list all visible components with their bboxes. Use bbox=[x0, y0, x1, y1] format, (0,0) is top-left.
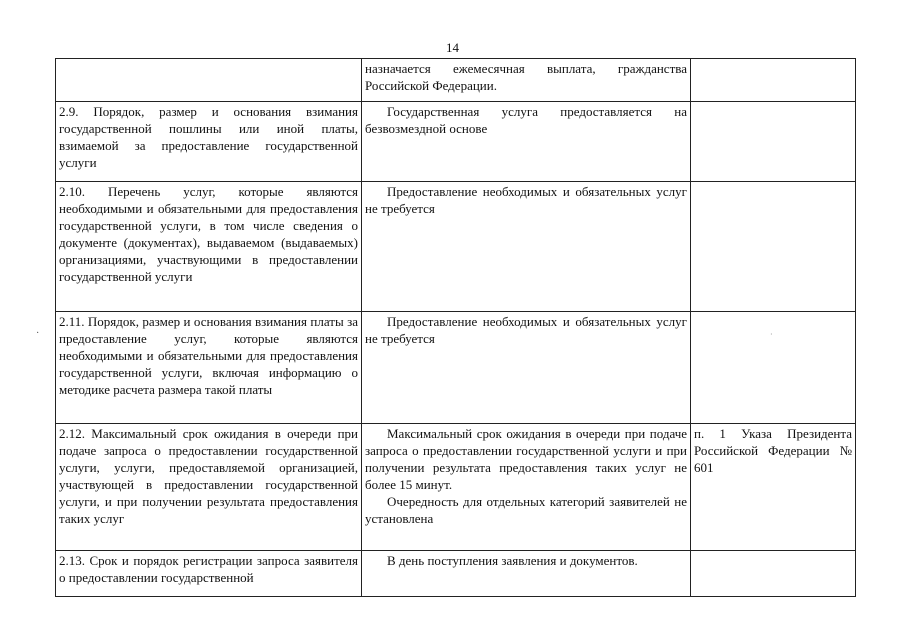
table-row bbox=[56, 59, 856, 102]
row-basis-cell: п. 1 Указа Президента Российской Федерации № 601 bbox=[691, 424, 856, 551]
regulation-table bbox=[55, 58, 856, 597]
scan-artifact-dot: · bbox=[770, 330, 773, 339]
row-name-cell: 2.9. Порядок, размер и основания взимания государственной пошлины или иной платы, взимаемой за предоставление государственной услуги bbox=[56, 102, 362, 182]
table-row bbox=[56, 424, 856, 551]
row-basis-cell bbox=[691, 59, 856, 102]
row-basis-cell bbox=[691, 551, 856, 597]
row-content-cell: В день поступления заявления и документов. bbox=[362, 551, 691, 597]
table-row bbox=[56, 102, 856, 182]
scan-artifact-dot: · bbox=[36, 328, 40, 339]
row-basis-cell bbox=[691, 312, 856, 424]
row-name-cell: 2.12. Максимальный срок ожидания в очереди при подаче запроса о предоставлении государственной услуги, услуги, предоставляемой организацией, участвующей в предоставлении государственной услуги, и при получении результата предоставления таких услуг bbox=[56, 424, 362, 551]
table-row bbox=[56, 551, 856, 597]
table-row bbox=[56, 312, 856, 424]
row-content-cell: Государственная услуга предоставляется на безвозмездной основе bbox=[362, 102, 691, 182]
row-name-cell: 2.13. Срок и порядок регистрации запроса заявителя о предоставлении государственной bbox=[56, 551, 362, 597]
row-name-cell: 2.10. Перечень услуг, которые являются необходимыми и обязательными для предоставления государственной услуги, в том числе сведения о документе (документах), выдаваемом (выдаваемых) организациями, участвующими в предоставлении государственной услуги bbox=[56, 182, 362, 312]
page-number: 14 bbox=[446, 40, 459, 55]
row-content-cell: назначается ежемесячная выплата, гражданства Российской Федерации. bbox=[362, 59, 691, 102]
row-content-cell: Предоставление необходимых и обязательных услуг не требуется bbox=[362, 312, 691, 424]
row-name-cell bbox=[56, 59, 362, 102]
row-content-cell: Предоставление необходимых и обязательных услуг не требуется bbox=[362, 182, 691, 312]
row-name-cell: 2.11. Порядок, размер и основания взимания платы за предоставление услуг, которые являются необходимыми и обязательными для предоставления государственной услуги, включая информацию о методике расчета размера такой платы bbox=[56, 312, 362, 424]
row-basis-cell bbox=[691, 102, 856, 182]
row-basis-cell bbox=[691, 182, 856, 312]
table-row bbox=[56, 182, 856, 312]
row-content-cell: Максимальный срок ожидания в очереди при подаче запроса о предоставлении государственной услуги и при получении результата предоставления таких услуг не более 15 минут. Очередность для отдельных категорий заявителей не установлена bbox=[362, 424, 691, 551]
